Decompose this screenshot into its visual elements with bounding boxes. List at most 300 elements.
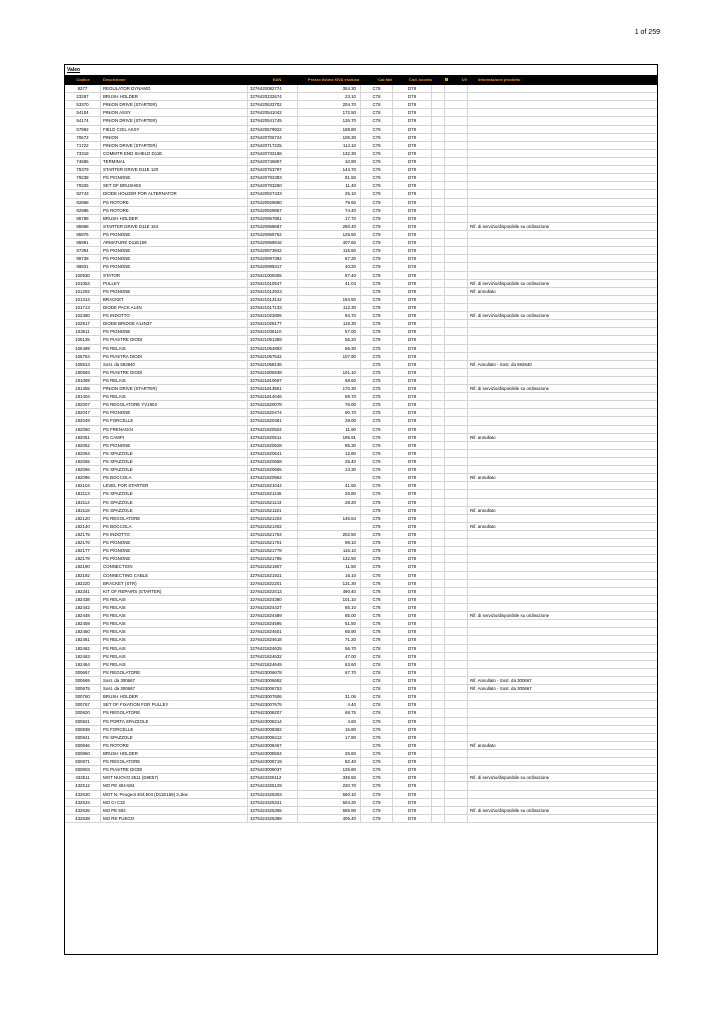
cell-description: PS FORCELLE: [101, 417, 248, 424]
cell-code: 53370: [65, 101, 101, 108]
cell-code: 432536: [65, 807, 101, 814]
cell-ean: 3276421009305: [248, 272, 298, 279]
cell-description: PS PIASTRE DIODI: [101, 766, 248, 773]
table-row: [65, 117, 657, 125]
cell-uv: [445, 450, 468, 457]
cell-ean: 3276423008382: [248, 726, 298, 733]
cell-uv: [445, 150, 468, 157]
cell-cat-fatt: C78: [361, 385, 393, 392]
table-row: [65, 531, 657, 539]
cell-uv: [445, 701, 468, 708]
cell-select: [432, 807, 445, 814]
cell-code: 182461: [65, 636, 101, 643]
cell-description: PS REGOLATORE: [101, 515, 248, 522]
cell-uv: [445, 369, 468, 376]
cell-code: 182463: [65, 653, 101, 660]
cell-cod-sconto: D78: [393, 166, 432, 173]
cell-cat-fatt: C78: [361, 117, 393, 124]
cell-description: PS BOCCOLA: [101, 474, 248, 481]
cell-info: Rif. Annullato - Sost. da 592840: [470, 361, 532, 367]
cell-cod-sconto: D78: [393, 685, 432, 692]
table-row: [65, 750, 657, 758]
cell-price: [298, 523, 361, 530]
cell-uv: [445, 490, 468, 497]
table-row: [65, 636, 657, 644]
cell-code: 182190: [65, 563, 101, 570]
cell-select: [432, 247, 445, 254]
cell-ean: 3276420717225: [248, 142, 298, 149]
cell-select: [432, 142, 445, 149]
cell-cod-sconto: D78: [393, 369, 432, 376]
cell-uv: [445, 807, 468, 814]
cell-cod-sconto: D78: [393, 531, 432, 538]
cell-cat-fatt: C78: [361, 280, 393, 287]
cell-code: 101054: [65, 280, 101, 287]
cell-uv: [445, 223, 468, 230]
cell-code: 182050: [65, 426, 101, 433]
cell-cat-fatt: C78: [361, 101, 393, 108]
cell-info: [468, 758, 657, 765]
table-row: [65, 669, 657, 677]
cell-info: Rif. di servizio/disponibile su ordinazione: [470, 386, 550, 392]
cell-uv: [445, 85, 468, 92]
table-row: [65, 815, 657, 823]
cell-code: 79325: [65, 182, 101, 189]
cell-price: 25.10: [298, 190, 361, 197]
cell-cat-fatt: C78: [361, 791, 393, 798]
table-row: [65, 174, 657, 182]
cell-description: PS PIGNONE: [101, 328, 248, 335]
cell-price: 68.60: [298, 377, 361, 384]
cell-code: 300667: [65, 669, 101, 676]
cell-description: PINION ASSY: [101, 109, 248, 116]
cell-cat-fatt: C78: [361, 677, 393, 684]
cell-code: 300903: [65, 766, 101, 773]
cell-description: FIELD COIL ASSY: [101, 126, 248, 133]
cell-info: [468, 85, 657, 92]
cell-cat-fatt: C78: [361, 190, 393, 197]
cell-description: PS SPAZZOLE: [101, 450, 248, 457]
cell-uv: [445, 791, 468, 798]
table-row: [65, 482, 657, 490]
table-row: [65, 555, 657, 563]
cell-uv: [445, 417, 468, 424]
cell-price: 101.10: [298, 596, 361, 603]
cell-info: [468, 661, 657, 668]
cell-select: [432, 758, 445, 765]
cell-code: 105489: [65, 345, 101, 352]
cell-ean: 3276421028177: [248, 320, 298, 327]
cell-description: LEVEL FOR STARTER: [101, 482, 248, 489]
cell-cat-fatt: C78: [361, 799, 393, 806]
header-cat-fatt: Cat fatt: [378, 77, 392, 82]
cell-code: 182096: [65, 474, 101, 481]
cell-uv: [445, 685, 468, 692]
cell-cod-sconto: D78: [393, 328, 432, 335]
cell-cod-sconto: D78: [393, 677, 432, 684]
cell-price: 4.40: [298, 701, 361, 708]
price-list-sheet: [64, 64, 658, 955]
cell-description: PS PIGNONE: [101, 555, 248, 562]
cell-price: 94.70: [298, 312, 361, 319]
cell-uv: [445, 393, 468, 400]
cell-price: 172.50: [298, 109, 361, 116]
cell-cat-fatt: C78: [361, 223, 393, 230]
cell-price: 101.10: [298, 369, 361, 376]
cell-price: 63.60: [298, 661, 361, 668]
cell-cod-sconto: D78: [393, 458, 432, 465]
cell-info: [468, 782, 657, 789]
cell-cod-sconto: D78: [393, 701, 432, 708]
cell-price: 28.20: [298, 499, 361, 506]
cell-price: 41.50: [298, 482, 361, 489]
cell-code: 8277: [65, 85, 101, 92]
cell-ean: 3276423008207: [248, 709, 298, 716]
cell-cod-sconto: D78: [393, 117, 432, 124]
table-row: [65, 799, 657, 807]
cell-uv: [445, 345, 468, 352]
cell-code: 182438: [65, 596, 101, 603]
cell-price: 11.90: [298, 426, 361, 433]
cell-cod-sconto: D78: [393, 596, 432, 603]
cell-code: 182051: [65, 434, 101, 441]
cell-select: [432, 726, 445, 733]
cell-ean: 3276423007675: [248, 701, 298, 708]
cell-cod-sconto: D78: [393, 336, 432, 343]
cell-info: Rif. Annullato - Sost. da 300667: [470, 686, 532, 692]
cell-price: 131.30: [298, 580, 361, 587]
cell-cod-sconto: D78: [393, 653, 432, 660]
cell-description: PS PIGNONE: [101, 174, 248, 181]
cell-description: PS REGOLATORE: [101, 669, 248, 676]
cell-uv: [445, 320, 468, 327]
cell-info: [468, 336, 657, 343]
cell-select: [432, 507, 445, 514]
cell-cat-fatt: C78: [361, 482, 393, 489]
cell-uv: [445, 547, 468, 554]
cell-cat-fatt: C78: [361, 669, 393, 676]
table-row: [65, 653, 657, 661]
cell-cat-fatt: C78: [361, 345, 393, 352]
table-row: [65, 701, 657, 709]
cell-cod-sconto: D78: [393, 709, 432, 716]
cell-info: [468, 539, 657, 546]
cell-info: [468, 499, 657, 506]
cell-select: [432, 231, 445, 238]
cell-code: 432530: [65, 791, 101, 798]
cell-cod-sconto: D78: [393, 588, 432, 595]
cell-ean: 3276423009037: [248, 766, 298, 773]
cell-info: [468, 377, 657, 384]
cell-select: [432, 620, 445, 627]
cell-price: 490.40: [298, 588, 361, 595]
cell-select: [432, 490, 445, 497]
cell-uv: [445, 166, 468, 173]
cell-ean: 3276421821143: [248, 499, 298, 506]
cell-info: [468, 328, 657, 335]
cell-cod-sconto: D78: [393, 280, 432, 287]
cell-uv: [445, 101, 468, 108]
table-row: [65, 580, 657, 588]
cell-code: 432534: [65, 799, 101, 806]
table-row: [65, 401, 657, 409]
cell-ean: 3276421821044: [248, 482, 298, 489]
cell-ean: 3276423008719: [248, 758, 298, 765]
cell-uv: [445, 653, 468, 660]
cell-info: [468, 142, 657, 149]
cell-code: 181404: [65, 393, 101, 400]
cell-price: 31.06: [298, 693, 361, 700]
cell-code: 71722: [65, 142, 101, 149]
cell-uv: [445, 466, 468, 473]
cell-select: [432, 126, 445, 133]
table-row: [65, 742, 657, 750]
cell-uv: [445, 426, 468, 433]
cell-select: [432, 296, 445, 303]
cell-code: 182177: [65, 547, 101, 554]
cell-info: [468, 215, 657, 222]
cell-uv: [445, 385, 468, 392]
cell-ean: 3276420999317: [248, 263, 298, 270]
cell-cod-sconto: D78: [393, 361, 432, 368]
cell-select: [432, 636, 445, 643]
cell-ean: 3276420927433: [248, 190, 298, 197]
cell-description: PS PIGNONE: [101, 255, 248, 262]
cell-cat-fatt: C78: [361, 620, 393, 627]
cell-cod-sconto: D78: [393, 669, 432, 676]
cell-ean: 3276421820481: [248, 417, 298, 424]
cell-uv: [445, 296, 468, 303]
cell-cat-fatt: C78: [361, 499, 393, 506]
cell-ean: 3276423006678: [248, 669, 298, 676]
cell-ean: 3276421824625: [248, 645, 298, 652]
cell-info: [468, 345, 657, 352]
cell-code: 182052: [65, 442, 101, 449]
cell-code: 182462: [65, 645, 101, 652]
cell-select: [432, 361, 445, 368]
cell-ean: 3276421821402: [248, 523, 298, 530]
cell-info: [468, 645, 657, 652]
cell-cod-sconto: D78: [393, 134, 432, 141]
cell-info: [468, 417, 657, 424]
table-row: [65, 596, 657, 604]
cell-select: [432, 385, 445, 392]
cell-uv: [445, 280, 468, 287]
cell-ean: 3276421824380: [248, 596, 298, 603]
cell-description: PS PIASTRA DIODI: [101, 353, 248, 360]
table-row: [65, 774, 657, 782]
cell-cod-sconto: D78: [393, 693, 432, 700]
cell-cat-fatt: C78: [361, 174, 393, 181]
cell-cat-fatt: C78: [361, 466, 393, 473]
cell-cod-sconto: D78: [393, 434, 432, 441]
cell-cod-sconto: D78: [393, 109, 432, 116]
cell-price: 28.00: [298, 417, 361, 424]
cell-info: [468, 426, 657, 433]
cell-cod-sconto: D78: [393, 482, 432, 489]
table-header: [65, 75, 657, 85]
cell-description: BRUSH HOLDER: [101, 693, 248, 700]
cell-cat-fatt: C78: [361, 312, 393, 319]
cell-ean: 3276421058136: [248, 361, 298, 368]
cell-select: [432, 288, 445, 295]
cell-cat-fatt: C78: [361, 742, 393, 749]
cell-description: PS SPAZZOLE: [101, 499, 248, 506]
cell-cod-sconto: D78: [393, 401, 432, 408]
cell-cod-sconto: D78: [393, 239, 432, 246]
cell-price: 560.10: [298, 791, 361, 798]
cell-cod-sconto: D78: [393, 142, 432, 149]
cell-code: 79238: [65, 174, 101, 181]
cell-select: [432, 612, 445, 619]
table-row: [65, 361, 657, 369]
cell-cod-sconto: D78: [393, 442, 432, 449]
cell-code: 300871: [65, 758, 101, 765]
cell-price: 26.80: [298, 490, 361, 497]
cell-info: Rif. di servizio/disponibile su ordinazione: [470, 280, 550, 286]
cell-code: 432512: [65, 782, 101, 789]
cell-cod-sconto: D78: [393, 645, 432, 652]
cell-price: 504.20: [298, 799, 361, 806]
cell-cat-fatt: C78: [361, 645, 393, 652]
table-row: [65, 628, 657, 636]
cell-cat-fatt: C78: [361, 572, 393, 579]
cell-cod-sconto: D78: [393, 426, 432, 433]
cell-description: PS PIGNONE: [101, 442, 248, 449]
cell-uv: [445, 109, 468, 116]
table-row: [65, 409, 657, 417]
cell-cod-sconto: D78: [393, 377, 432, 384]
cell-select: [432, 685, 445, 692]
cell-cod-sconto: D78: [393, 272, 432, 279]
cell-description: PS SPAZZOLE: [101, 466, 248, 473]
cell-ean: 3276420706724: [248, 134, 298, 141]
cell-cod-sconto: D78: [393, 288, 432, 295]
cell-uv: [445, 507, 468, 514]
cell-select: [432, 369, 445, 376]
cell-info: [468, 126, 657, 133]
cell-info: [468, 353, 657, 360]
cell-cat-fatt: C78: [361, 263, 393, 270]
cell-description: PS INDOTTO: [101, 312, 248, 319]
cell-price: 202.50: [298, 531, 361, 538]
cell-price: [298, 685, 361, 692]
cell-info: [468, 207, 657, 214]
cell-description: PS INDOTTO: [101, 531, 248, 538]
cell-cat-fatt: C78: [361, 490, 393, 497]
cell-price: 87.40: [298, 272, 361, 279]
cell-uv: [445, 636, 468, 643]
cell-description: PS PIGNONE: [101, 231, 248, 238]
cell-description: PINION DRIVE (STARTER): [101, 117, 248, 124]
cell-ean: 3276423008467: [248, 742, 298, 749]
cell-select: [432, 799, 445, 806]
cell-description: PULLEY: [101, 280, 248, 287]
cell-info: [468, 101, 657, 108]
cell-cod-sconto: D78: [393, 353, 432, 360]
cell-cat-fatt: C78: [361, 555, 393, 562]
cell-select: [432, 742, 445, 749]
cell-uv: [445, 442, 468, 449]
table-row: [65, 109, 657, 117]
header-info: Informazione prodotto: [478, 77, 521, 82]
cell-select: [432, 563, 445, 570]
cell-cat-fatt: C78: [361, 126, 393, 133]
cell-description: PS RELAIS: [101, 596, 248, 603]
cell-cod-sconto: D78: [393, 523, 432, 530]
header-select-column: [440, 75, 453, 85]
cell-description: PS PIGNONE: [101, 263, 248, 270]
cell-description: Sost. da 300667: [101, 685, 248, 692]
cell-ean: 3276421820962: [248, 474, 298, 481]
cell-cod-sconto: D78: [393, 417, 432, 424]
cell-price: 68.75: [298, 709, 361, 716]
table-row: [65, 782, 657, 790]
cell-cat-fatt: C78: [361, 231, 393, 238]
cell-info: [468, 482, 657, 489]
cell-description: PS REGOLATORE YV1903: [101, 401, 248, 408]
table-row: [65, 166, 657, 174]
table-row: [65, 677, 657, 685]
cell-cat-fatt: C78: [361, 474, 393, 481]
cell-description: MOT NUOVO 2511 (D9E57): [101, 774, 248, 781]
cell-cod-sconto: D78: [393, 101, 432, 108]
cell-cod-sconto: D78: [393, 507, 432, 514]
cell-price: 76.00: [298, 401, 361, 408]
table-body: [65, 85, 657, 823]
cell-price: 11.40: [298, 182, 361, 189]
cell-uv: [445, 799, 468, 806]
table-row: [65, 563, 657, 571]
cell-select: [432, 750, 445, 757]
cell-description: MO PE 404-504: [101, 782, 248, 789]
cell-price: 25.40: [298, 458, 361, 465]
table-row: [65, 766, 657, 774]
cell-select: [432, 182, 445, 189]
cell-description: PS RELAIS: [101, 653, 248, 660]
cell-cod-sconto: D78: [393, 409, 432, 416]
table-row: [65, 190, 657, 198]
cell-cat-fatt: C78: [361, 531, 393, 538]
cell-info: Rif. di servizio/disponibile su ordinazione: [470, 807, 550, 813]
cell-uv: [445, 661, 468, 668]
cell-description: PS FRENAGGI: [101, 426, 248, 433]
table-row: [65, 434, 657, 442]
cell-uv: [445, 126, 468, 133]
cell-cat-fatt: C78: [361, 434, 393, 441]
cell-ean: 3276421824632: [248, 653, 298, 660]
cell-uv: [445, 263, 468, 270]
cell-code: 95976: [65, 231, 101, 238]
cell-cat-fatt: C78: [361, 296, 393, 303]
cell-code: 70672: [65, 134, 101, 141]
table-row: [65, 807, 657, 815]
cell-info: Rif. annullato: [470, 742, 496, 748]
cell-ean: 3276421813551: [248, 385, 298, 392]
cell-code: 182047: [65, 409, 101, 416]
cell-uv: [445, 555, 468, 562]
cell-cod-sconto: D78: [393, 207, 432, 214]
header-code: Codice: [76, 77, 90, 82]
cell-price: 115.50: [298, 247, 361, 254]
cell-cat-fatt: C78: [361, 377, 393, 384]
cell-cod-sconto: D78: [393, 255, 432, 262]
cell-ean: 3276421821778: [248, 547, 298, 554]
cell-cat-fatt: C78: [361, 93, 393, 100]
cell-description: Sost. da 592840: [101, 361, 248, 368]
cell-ean: 3276420793250: [248, 182, 298, 189]
cell-info: [468, 199, 657, 206]
